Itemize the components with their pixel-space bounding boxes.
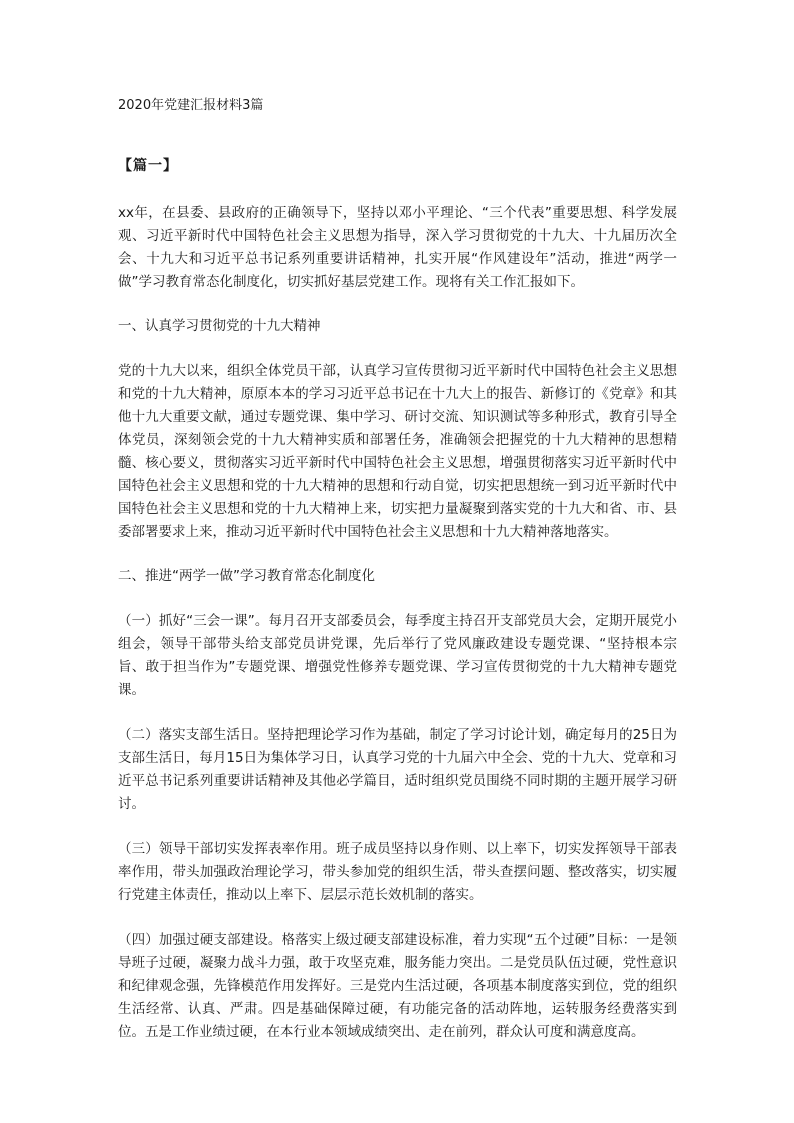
document-title: 2020年党建汇报材料3篇 (118, 98, 264, 113)
item-paragraph-1: （一）抓好“三会一课”。每月召开支部委员会，每季度主持召开支部党员大会，定期开展党小组会，领导干部带头给支部党员讲党课，先后举行了党风廉政建设专题党课、“坚持根本宗旨、敢于担当作为”专题党课、增强党性修养专题党课、学习宣传贯彻党的十九大精神专题党课。 (118, 613, 677, 698)
item-paragraph-4: （四）加强过硬支部建设。格落实上级过硬支部建设标准，着力实现“五个过硬”目标：一是领导班子过硬，凝聚力战斗力强，敢于攻坚克难，服务能力突出。二是党员队伍过硬，党性意识和纪律观念强，先锋模范作用发挥好。三是党内生活过硬，各项基本制度落实到位，党的组织生活经常、认真、严肃。四是基础保障过硬，有功能完备的活动阵地，运转服务经费落实到位。五是工作业绩过硬，在本行业本领域成绩突出、走在前列，群众认可度和满意度高。 (118, 932, 677, 1040)
part1-heading: 一、认真学习贯彻党的十九大精神 (118, 318, 321, 334)
intro-paragraph: xx年，在县委、县政府的正确领导下，坚持以邓小平理论、“三个代表”重要思想、科学发展观、习近平新时代中国特色社会主义思想为指导，深入学习贯彻党的十九大、十九届历次全会、十九大和习近平总书记系列重要讲话精神，扎实开展“作风建设年”活动，推进“两学一做”学习教育常态化制度化，切实抓好基层党建工作。现将有关工作汇报如下。 (118, 205, 677, 290)
item-paragraph-2: （二）落实支部生活日。坚持把理论学习作为基础，制定了学习讨论计划，确定每月的25日为支部生活日，每月15日为集体学习日，认真学习党的十九届六中全会、党的十九大、党章和习近平总书记系列重要讲话精神及其他必学篇目，适时组织党员围绕不同时期的主题开展学习研讨。 (118, 727, 677, 812)
section-heading: 【篇一】 (118, 158, 178, 174)
part1-paragraph: 党的十九大以来，组织全体党员干部，认真学习宣传贯彻习近平新时代中国特色社会主义思想和党的十九大精神，原原本本的学习习近平总书记在十九大上的报告、新修订的《党章》和其他十九大重要文献，通过专题党课、集中学习、研讨交流、知识测试等多种形式，教育引导全体党员，深刻领会党的十九大精神实质和部署任务，准确领会把握党的十九大精神的思想精髓、核心要义，贯彻落实习近平新时代中国特色社会主义思想，增强贯彻落实习近平新时代中国特色社会主义思想和党的十九大精神的思想和行动自觉，切实把思想统一到习近平新时代中国特色社会主义思想和党的十九大精神上来，切实把力量凝聚到落实党的十九大和省、市、县委部署要求上来，推动习近平新时代中国特色社会主义思想和十九大精神落地落实。 (118, 363, 677, 540)
item-paragraph-3: （三）领导干部切实发挥表率作用。班子成员坚持以身作则、以上率下，切实发挥领导干部表率作用，带头加强政治理论学习，带头参加党的组织生活，带头查摆问题、整改落实，切实履行党建主体责任，推动以上率下、层层示范长效机制的落实。 (118, 841, 677, 903)
part2-heading: 二、推进“两学一做”学习教育常态化制度化 (118, 568, 375, 584)
